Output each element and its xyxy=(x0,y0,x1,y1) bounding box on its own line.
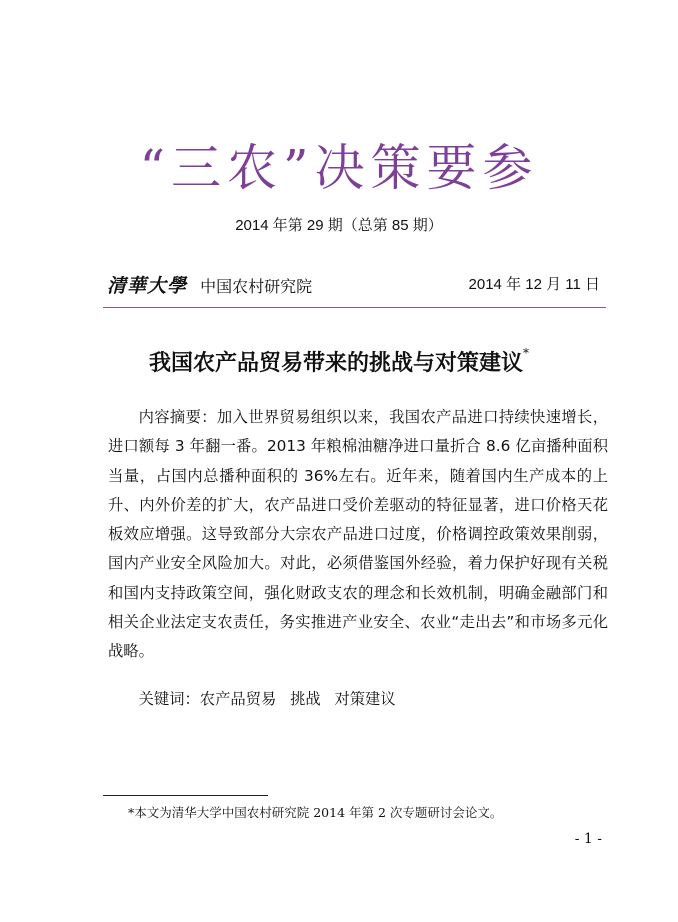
abstract xyxy=(108,403,608,667)
footnote-marker: * xyxy=(523,346,529,360)
abstract-text: 内容摘要：加入世界贸易组织以来，我国农产品进口持续快速增长，进口额每 3 年翻一番。2013 年粮棉油糖净进口量折合 8.6 亿亩播种面积当量，占国内总播种面积的 36%左右。近年来，随着国内生产成本的上升、内外价差的扩大，农产品进口受价差驱动的特征显著，进口价格天花板效应增强。这导致部分大宗农产品进口过度，价格调控政策效果削弱，国内产业安全风险加大。对此，必须借鉴国外经验，着力保护好现有关税和国内支持政策空间，强化财政支农的理念和长效机制，明确金融部门和相关企业法定支农责任，务实推进产业安全、农业“走出去”和市场多元化战略。 xyxy=(108,408,608,661)
footnote-divider xyxy=(103,795,268,796)
header-divider xyxy=(103,307,606,308)
publication-date: 2014 年 12 月 11 日 xyxy=(468,276,600,293)
keywords-line xyxy=(108,685,608,714)
university-logo: 清華大學 xyxy=(107,275,188,297)
masthead-title: “三农”决策要参 xyxy=(139,139,539,197)
issue-line: 2014 年第 29 期（总第 85 期） xyxy=(235,217,443,234)
article-title-text: 我国农产品贸易带来的挑战与对策建议 xyxy=(148,350,523,376)
article-title xyxy=(0,346,678,377)
keywords-label: 关键词： xyxy=(138,690,200,708)
publisher-row xyxy=(107,271,312,295)
footnote: *本文为清华大学中国农村研究院 2014 年第 2 次专题研讨会论文。 xyxy=(128,805,503,820)
keyword: 农产品贸易 xyxy=(199,690,277,708)
page-number: - 1 - xyxy=(574,831,602,847)
institute-name: 中国农村研究院 xyxy=(200,277,313,296)
keyword: 挑战 xyxy=(290,690,321,708)
keyword: 对策建议 xyxy=(334,690,396,708)
